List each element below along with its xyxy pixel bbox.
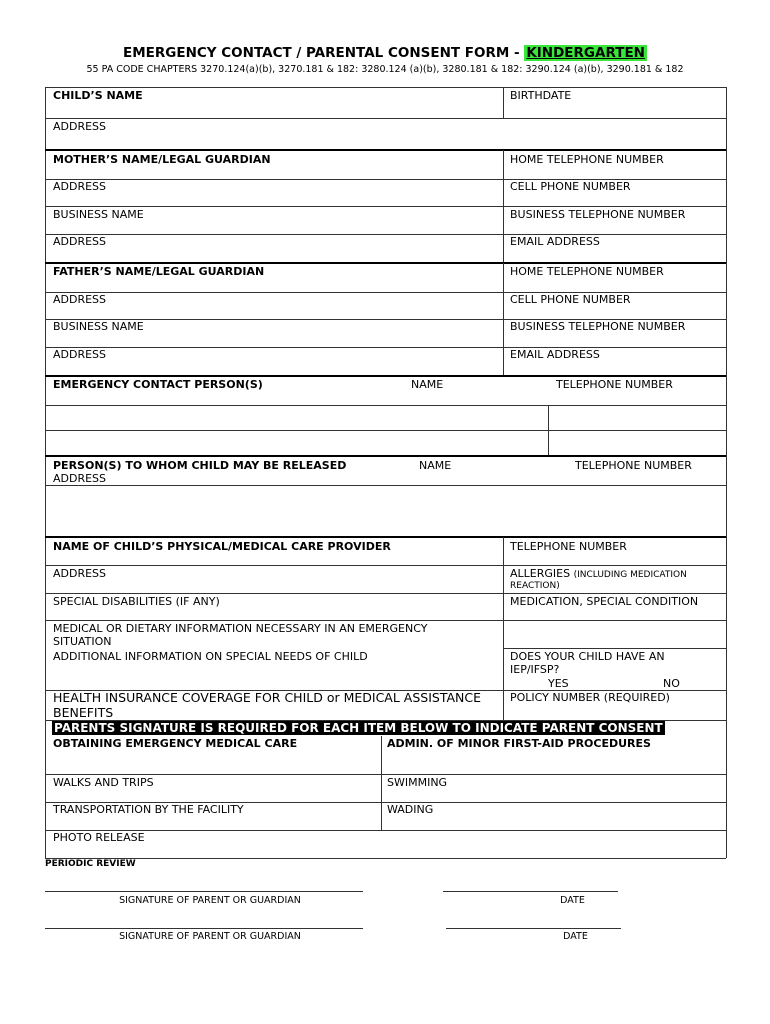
father-business-field[interactable]: BUSINESS NAME	[53, 320, 144, 333]
allergies-note: REACTION)	[510, 581, 560, 591]
mother-cell-field[interactable]: CELL PHONE NUMBER	[510, 180, 631, 193]
dietary-field[interactable]: MEDICAL OR DIETARY INFORMATION NECESSARY IN AN EMERGENCY	[53, 622, 428, 635]
father-email-field[interactable]: EMAIL ADDRESS	[510, 348, 600, 361]
first-aid-consent[interactable]: ADMIN. OF MINOR FIRST-AID PROCEDURES	[387, 737, 651, 750]
iep-question-line2: IEP/IFSP?	[510, 663, 560, 676]
father-name-field[interactable]: FATHER’S NAME/LEGAL GUARDIAN	[53, 265, 265, 278]
provider-address-field[interactable]: ADDRESS	[53, 567, 107, 580]
release-input[interactable]	[46, 486, 725, 535]
mother-email-field[interactable]: EMAIL ADDRESS	[510, 235, 600, 248]
iep-yes-option[interactable]: YES	[548, 677, 569, 690]
date-line-1[interactable]	[443, 891, 618, 892]
emergency-name-input-1[interactable]	[46, 406, 546, 429]
disabilities-field[interactable]: SPECIAL DISABILITIES (IF ANY)	[53, 595, 220, 608]
father-home-tel-field[interactable]: HOME TELEPHONE NUMBER	[510, 265, 664, 278]
release-name-label: NAME	[419, 459, 452, 472]
mother-business-tel-field[interactable]: BUSINESS TELEPHONE NUMBER	[510, 208, 686, 221]
form-title: EMERGENCY CONTACT / PARENTAL CONSENT FORM - KINDERGARTEN	[123, 45, 645, 61]
father-address-field[interactable]: ADDRESS	[53, 293, 107, 306]
provider-tel-field[interactable]: TELEPHONE NUMBER	[510, 540, 627, 553]
photo-release-consent[interactable]: PHOTO RELEASE	[53, 831, 145, 844]
father-cell-field[interactable]: CELL PHONE NUMBER	[510, 293, 631, 306]
emergency-care-consent[interactable]: OBTAINING EMERGENCY MEDICAL CARE	[53, 737, 298, 750]
consent-banner: PARENTS SIGNATURE IS REQUIRED FOR EACH ITEM BELOW TO INDICATE PARENT CONSENT	[54, 721, 663, 735]
periodic-review-label: PERIODIC REVIEW	[45, 859, 136, 869]
signature-line-1[interactable]	[45, 891, 363, 892]
provider-field[interactable]: NAME OF CHILD’S PHYSICAL/MEDICAL CARE PROVIDER	[53, 540, 391, 553]
transport-consent[interactable]: TRANSPORTATION BY THE FACILITY	[53, 803, 244, 816]
emergency-tel-label: TELEPHONE NUMBER	[556, 378, 673, 391]
mother-business-field[interactable]: BUSINESS NAME	[53, 208, 144, 221]
father-address2-field[interactable]: ADDRESS	[53, 348, 107, 361]
emergency-contact-label: EMERGENCY CONTACT PERSON(S)	[53, 378, 263, 391]
mother-home-tel-field[interactable]: HOME TELEPHONE NUMBER	[510, 153, 664, 166]
birthdate-field[interactable]: BIRTHDATE	[510, 89, 572, 102]
dietary-field-line2: SITUATION	[53, 635, 112, 648]
title-highlight: KINDERGARTEN	[526, 45, 645, 61]
release-tel-label: TELEPHONE NUMBER	[575, 459, 692, 472]
walks-consent[interactable]: WALKS AND TRIPS	[53, 776, 154, 789]
emergency-tel-input-2[interactable]	[550, 431, 725, 454]
child-address-field[interactable]: ADDRESS	[53, 120, 107, 133]
emergency-name-label: NAME	[411, 378, 444, 391]
signature-caption-1: SIGNATURE OF PARENT OR GUARDIAN	[119, 895, 301, 906]
iep-no-option[interactable]: NO	[663, 677, 680, 690]
swimming-consent[interactable]: SWIMMING	[387, 776, 448, 789]
code-reference: 55 PA CODE CHAPTERS 3270.124(a)(b), 3270.181 & 182: 3280.124 (a)(b), 3280.181 & 182: 3290.124 (a)(b), 3290.181 & 182	[86, 64, 684, 75]
allergies-field[interactable]: ALLERGIES (INCLUDING MEDICATION	[510, 567, 687, 580]
father-business-tel-field[interactable]: BUSINESS TELEPHONE NUMBER	[510, 320, 686, 333]
wading-consent[interactable]: WADING	[387, 803, 434, 816]
emergency-tel-input-1[interactable]	[550, 406, 725, 429]
release-address-label: ADDRESS	[53, 472, 107, 485]
signature-line-2[interactable]	[45, 928, 363, 929]
insurance-field-line2: BENEFITS	[53, 705, 114, 720]
emergency-name-input-2[interactable]	[46, 431, 546, 454]
iep-question: DOES YOUR CHILD HAVE AN	[510, 650, 665, 663]
special-needs-field[interactable]: ADDITIONAL INFORMATION ON SPECIAL NEEDS OF CHILD	[53, 650, 368, 663]
date-line-2[interactable]	[446, 928, 621, 929]
mother-name-field[interactable]: MOTHER’S NAME/LEGAL GUARDIAN	[53, 153, 271, 166]
date-caption-1: DATE	[560, 895, 585, 906]
medication-field[interactable]: MEDICATION, SPECIAL CONDITION	[510, 595, 699, 608]
date-caption-2: DATE	[563, 931, 588, 942]
signature-caption-2: SIGNATURE OF PARENT OR GUARDIAN	[119, 931, 301, 942]
insurance-field[interactable]: HEALTH INSURANCE COVERAGE FOR CHILD or MEDICAL ASSISTANCE	[53, 690, 482, 705]
release-label: PERSON(S) TO WHOM CHILD MAY BE RELEASED	[53, 459, 347, 472]
mother-address-field[interactable]: ADDRESS	[53, 180, 107, 193]
policy-number-field[interactable]: POLICY NUMBER (REQUIRED)	[510, 691, 670, 704]
childs-name-field[interactable]: CHILD’S NAME	[53, 89, 143, 102]
mother-address2-field[interactable]: ADDRESS	[53, 235, 107, 248]
